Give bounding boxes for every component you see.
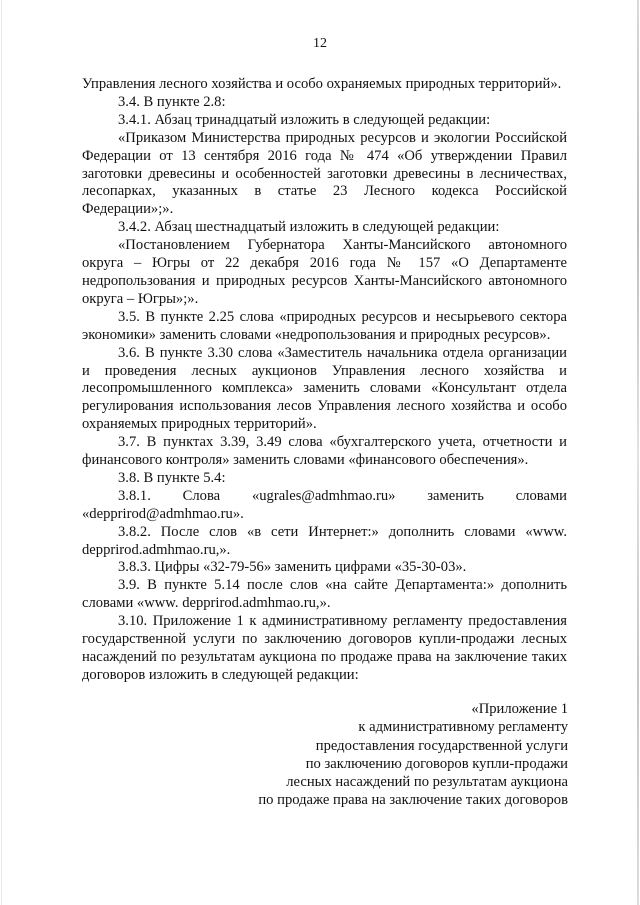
- paragraph-3-8-1: 3.8.1. Слова «ugrales@admhmao.ru» заменить словами «depprirod@admhmao.ru».: [82, 487, 567, 522]
- paragraph-3-8-3: 3.8.3. Цифры «32-79-56» заменить цифрами «35-30-03».: [118, 559, 467, 576]
- paragraph-3-7: 3.7. В пунктах 3.39, 3.49 слова «бухгалтерского учета, отчетности и финансового контроля» заменить словами «финансового обеспечения».: [82, 434, 567, 469]
- paragraph-3-6: 3.6. В пункте 3.30 слова «Заместитель начальника отдела организации и проведения лесных аукционов Управления лесного хозяйства и лесопромышленного комплекса» заменить словами «Консультант отдела регулирования использования лесов Управления лесного хозяйства и особо охраняемых природных территорий».: [82, 344, 567, 433]
- paragraph-quote-decree-157: «Постановлением Губернатора Ханты-Мансийского автономного округа – Югры от 22 декабря 2016 года № 157 «О Департаменте недропользования и природных ресурсов Ханты-Мансийского автономного округа – Югры»;».: [82, 237, 567, 307]
- scan-edge-right: [637, 0, 639, 905]
- appendix-line: «Приложение 1: [471, 701, 568, 717]
- paragraph-3-10: 3.10. Приложение 1 к административному регламенту предоставления государственной услуги по заключению договоров купли-продажи лесных насаждений по результатам аукциона по продаже права на заключение таких договоров изложить в следующей редакции:: [82, 613, 567, 683]
- paragraph-3-9: 3.9. В пункте 5.14 после слов «на сайте Департамента:» дополнить словами «www. depprirod.admhmao.ru,».: [82, 577, 567, 612]
- document-body: [82, 76, 567, 685]
- paragraph-3-4: 3.4. В пункте 2.8:: [118, 93, 226, 110]
- page-number: 12: [313, 36, 327, 51]
- paragraph-quote-order-474: «Приказом Министерства природных ресурсов и экологии Российской Федерации от 13 сентября 2016 года № 474 «Об утверждении Правил заготовки древесины и особенностей заготовки древесины в лесничествах, лесопарках, указанных в статье 23 Лесного кодекса Российской Федерации»;».: [82, 129, 567, 218]
- paragraph-3-4-1: 3.4.1. Абзац тринадцатый изложить в следующей редакции:: [118, 111, 491, 128]
- appendix-line: по заключению договоров купли-продажи: [305, 755, 568, 772]
- paragraph-3-8-2: 3.8.2. После слов «в сети Интернет:» дополнить словами «www. depprirod.admhmao.ru,».: [82, 523, 567, 558]
- paragraph-3-5: 3.5. В пункте 2.25 слова «природных ресурсов и несырьевого сектора экономики» заменить словами «недропользования и природных ресурсов».: [82, 308, 567, 343]
- paragraph-continuation: Управления лесного хозяйства и особо охраняемых природных территорий».: [82, 76, 562, 92]
- paragraph-3-4-2: 3.4.2. Абзац шестнадцатый изложить в следующей редакции:: [118, 219, 500, 236]
- appendix-header: [258, 700, 568, 810]
- paragraph-3-8: 3.8. В пункте 5.4:: [118, 469, 226, 486]
- scan-edge-left: [1, 0, 2, 905]
- appendix-line: к административному регламенту: [358, 719, 568, 736]
- appendix-line: лесных насаждений по результатам аукциона: [286, 774, 568, 791]
- appendix-line: по продаже права на заключение таких договоров: [258, 792, 568, 809]
- appendix-line: предоставления государственной услуги: [315, 737, 568, 754]
